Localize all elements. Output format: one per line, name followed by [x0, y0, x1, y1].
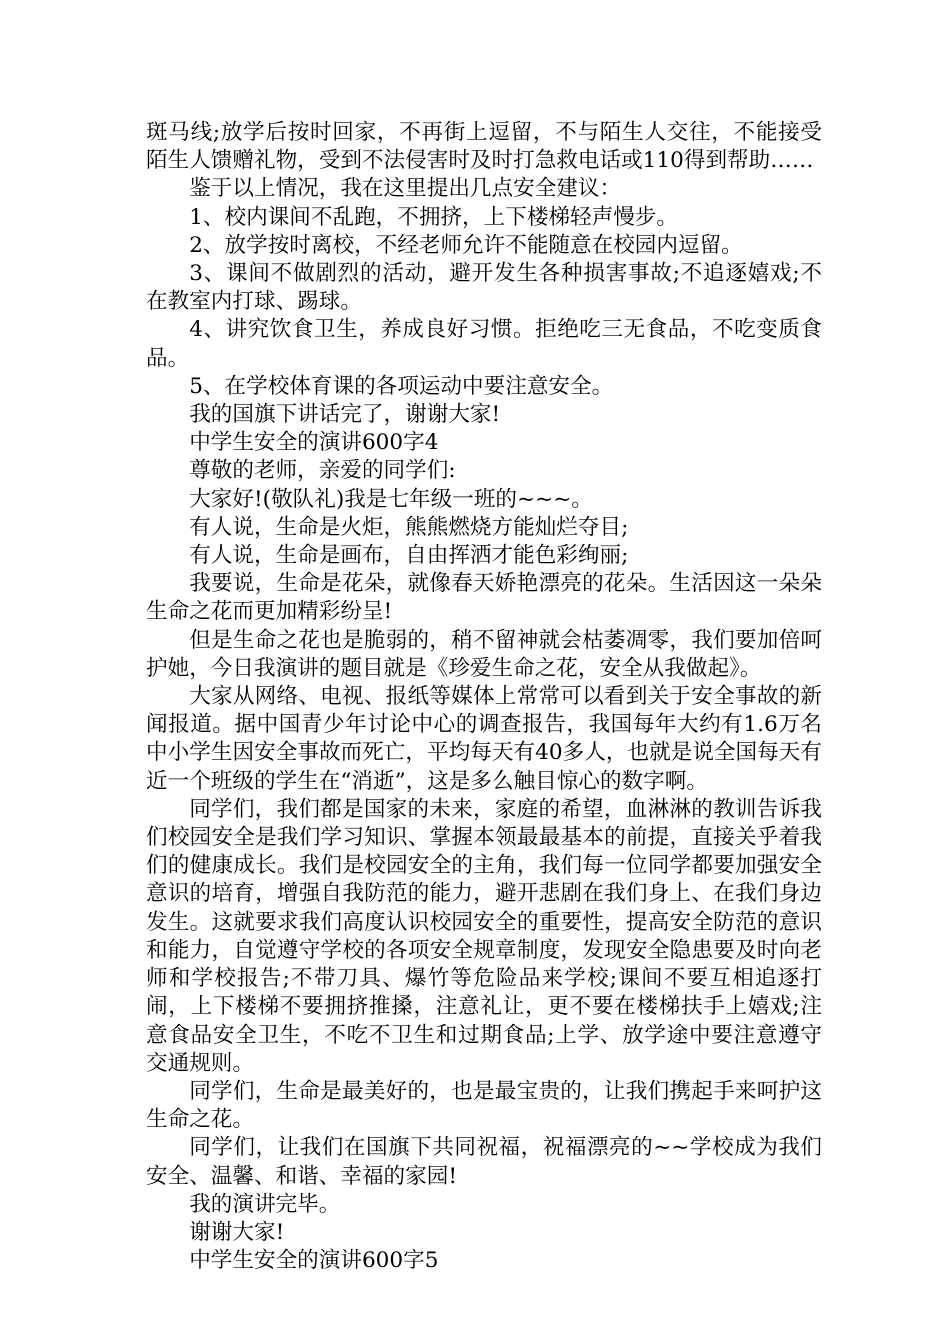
paragraph-thanks: 谢谢大家! — [189, 1219, 285, 1245]
paragraph-closing: 我的国旗下讲话完了，谢谢大家! — [189, 402, 501, 428]
paragraph-blessing: 同学们，让我们在国旗下共同祝福，祝福漂亮的~~学校成为我们安全、温馨、和谐、幸福的家园! — [146, 1135, 822, 1189]
paragraph-statistics: 大家从网络、电视、报纸等媒体上常常可以看到关于安全事故的新闻报道。据中国青少年讨论中心的调查报告，我国每年大约有1.6万名中小学生因安全事故而死亡，平均每天有40多人，也就是说全国每天有近一个班级的学生在“消逝”，这是多么触目惊心的数字啊。 — [146, 684, 822, 794]
paragraph-life-torch: 有人说，生命是火炬，熊熊燃烧方能灿烂夺目; — [189, 514, 629, 540]
paragraph-speech-topic: 但是生命之花也是脆弱的，稍不留神就会枯萎凋零，我们要加倍呵护她，今日我演讲的题目就是《珍爱生命之花，安全从我做起》。 — [146, 627, 822, 681]
section-heading-4: 中学生安全的演讲600字4 — [189, 430, 439, 456]
paragraph-suggestion-2: 2、放学按时离校，不经老师允许不能随意在校园内逗留。 — [189, 232, 743, 258]
paragraph-suggestion-3: 3、课间不做剧烈的活动，避开发生各种损害事故;不追逐嬉戏;不在教室内打球、踢球。 — [146, 261, 822, 315]
paragraph-life-canvas: 有人说，生命是画布，自由挥洒才能色彩绚丽; — [189, 543, 629, 569]
paragraph-suggestion-5: 5、在学校体育课的各项运动中要注意安全。 — [189, 373, 614, 399]
paragraph-suggestion-1: 1、校内课间不乱跑，不拥挤，上下楼梯轻声慢步。 — [189, 204, 678, 230]
paragraph-continuation: 斑马线;放学后按时回家，不再街上逗留，不与陌生人交往，不能接受陌生人馈赠礼物，受到不法侵害时及时打急救电话或110得到帮助…… — [146, 120, 822, 174]
paragraph-protect-life: 同学们，生命是最美好的，也是最宝贵的，让我们携起手来呵护这生命之花。 — [146, 1078, 822, 1133]
document-page — [146, 119, 822, 1275]
paragraph-life-flower: 我要说，生命是花朵，就像春天娇艳漂亮的花朵。生活因这一朵朵生命之花而更加精彩纷呈! — [146, 571, 822, 625]
paragraph-safety-requirements: 同学们，我们都是国家的未来，家庭的希望，血淋淋的教训告诉我们校园安全是我们学习知识、掌握本领最最基本的前提，直接关乎着我们的健康成长。我们是校园安全的主角，我们每一位同学都要加强安全意识的培育，增强自我防范的能力，避开悲剧在我们身上、在我们身边发生。这就要求我们高度认识校园安全的重要性，提高安全防范的意识和能力，自觉遵守学校的各项安全规章制度，发现安全隐患要及时向老师和学校报告;不带刀具、爆竹等危险品来学校;课间不要互相追逐打闹，上下楼梯不要拥挤推搡，注意礼让，更不要在楼梯扶手上嬉戏;注意食品安全卫生，不吃不卫生和过期食品;上学、放学途中要注意遵守交通规则。 — [146, 796, 822, 1076]
paragraph-greeting: 大家好!(敬队礼)我是七年级一班的~~~。 — [189, 486, 593, 512]
paragraph-suggestions-intro: 鉴于以上情况，我在这里提出几点安全建议： — [189, 176, 622, 202]
paragraph-speech-end: 我的演讲完毕。 — [189, 1191, 341, 1217]
paragraph-suggestion-4: 4、讲究饮食卫生，养成良好习惯。拒绝吃三无食品，不吃变质食品。 — [146, 317, 822, 371]
paragraph-salutation: 尊敬的老师，亲爱的同学们: — [189, 458, 456, 484]
section-heading-5: 中学生安全的演讲600字5 — [189, 1248, 439, 1274]
